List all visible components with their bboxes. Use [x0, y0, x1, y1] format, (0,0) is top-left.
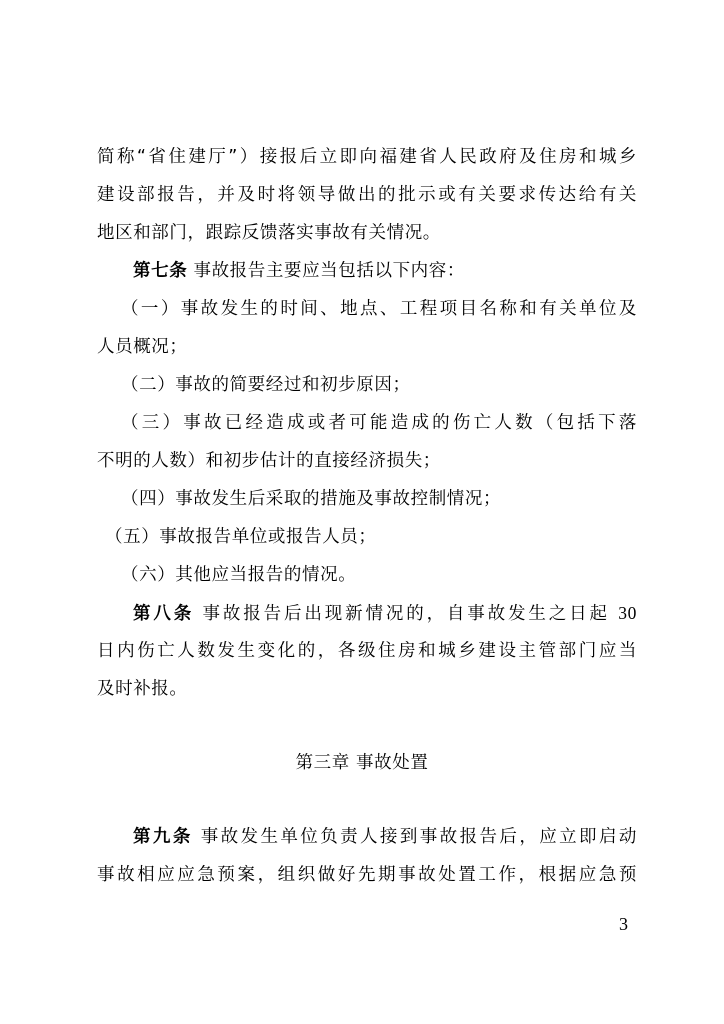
paragraph-line: 简称“省住建厅”）接报后立即向福建省人民政府及住房和城乡: [97, 147, 637, 167]
paragraph-line: 地区和部门，跟踪反馈落实事故有关情况。: [97, 223, 441, 243]
list-item-continuation: 人员概况；: [97, 337, 188, 357]
paragraph-line: 建设部报告，并及时将领导做出的批示或有关要求传达给有关: [97, 185, 637, 205]
article-text: 事故报告主要应当包括以下内容：: [187, 261, 465, 281]
paragraph-line: 及时补报。: [97, 679, 188, 699]
list-item: （四）事故发生后采取的措施及事故控制情况；: [121, 489, 502, 509]
page-number: 3: [619, 914, 628, 934]
article-label: 第九条: [133, 827, 193, 847]
list-item: （六）其他应当报告的情况。: [121, 565, 357, 585]
article-9: [133, 825, 637, 849]
list-item-continuation: 不明的人数）和初步估计的直接经济损失；: [97, 451, 441, 471]
article-7: [133, 259, 673, 283]
list-item: （五）事故报告单位或报告人员；: [105, 527, 377, 547]
list-item: （二）事故的简要经过和初步原因；: [121, 375, 411, 395]
list-item: （三）事故已经造成或者可能造成的伤亡人数（包括下落: [121, 413, 637, 433]
list-item: （一）事故发生的时间、地点、工程项目名称和有关单位及: [121, 299, 637, 319]
article-text: 事故报告后出现新情况的，自事故发生之日起: [194, 604, 619, 624]
article-text: 事故发生单位负责人接到事故报告后，应立即启动: [192, 827, 637, 847]
chapter-title: 第三章 事故处置: [295, 753, 429, 773]
article-8: [133, 601, 637, 626]
paragraph-line: 事故相应应急预案，组织做好先期事故处置工作，根据应急预: [97, 865, 637, 885]
article-label: 第七条: [133, 261, 188, 281]
paragraph-line: 日内伤亡人数发生变化的，各级住房和城乡建设主管部门应当: [97, 641, 637, 661]
article-number: 30: [618, 603, 637, 623]
article-label: 第八条: [133, 604, 195, 624]
